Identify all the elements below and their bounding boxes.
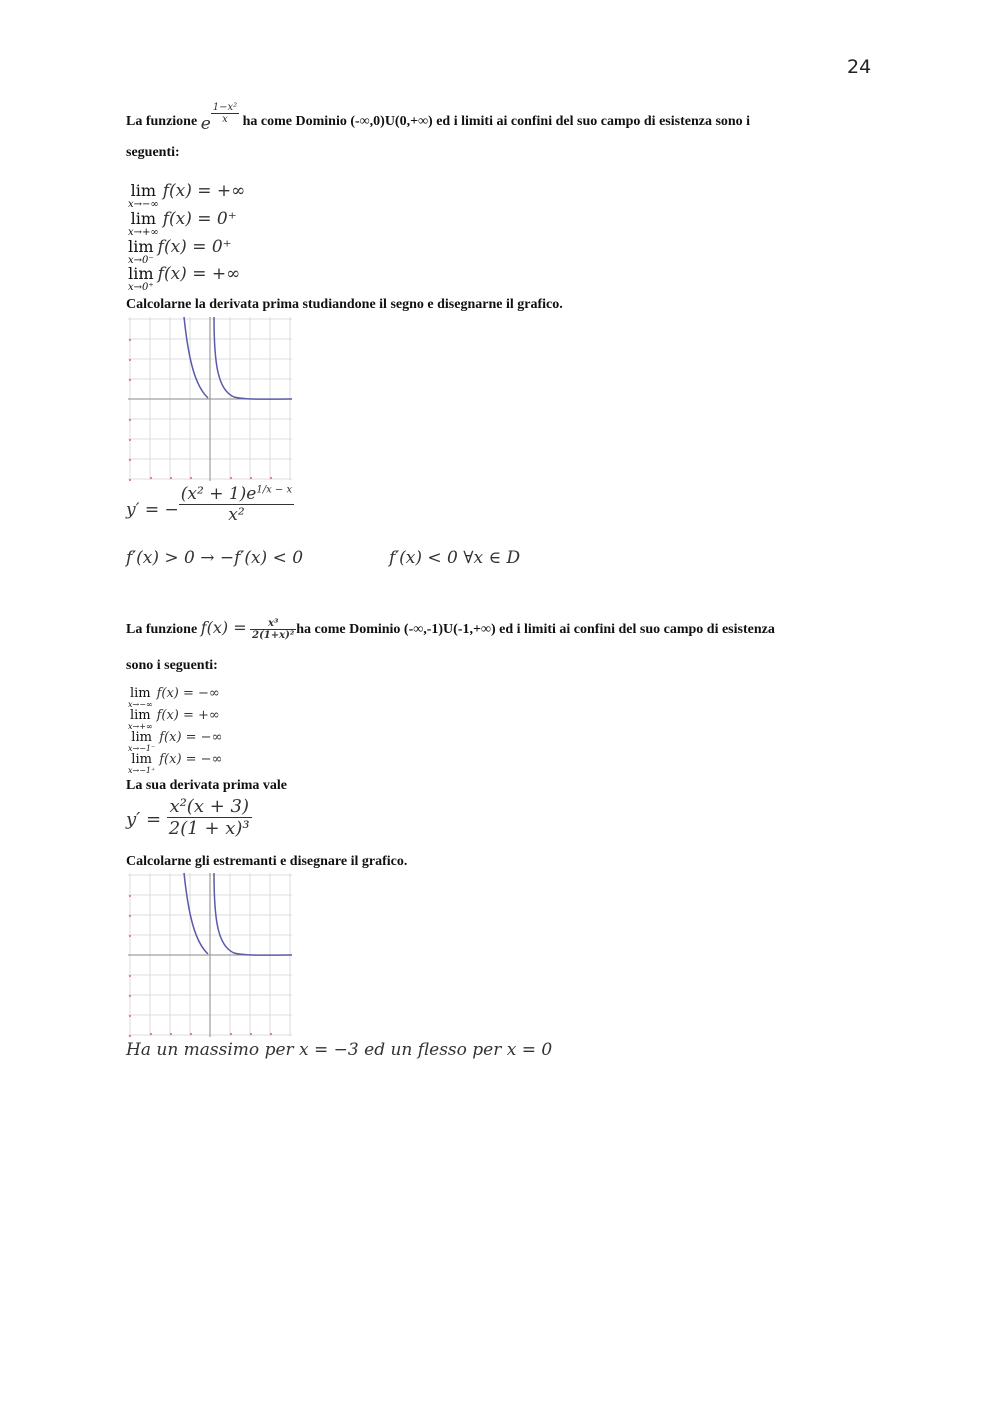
- lim-word: lim: [129, 708, 151, 723]
- lim-word: lim: [131, 730, 152, 745]
- section1-graph: [126, 315, 294, 483]
- lim-expression: f(x) = 0⁺: [162, 209, 237, 229]
- section2-conclusion: Ha un massimo per x = −3 ed un flesso per x = 0: [126, 1040, 553, 1060]
- section2-derivative: [126, 796, 252, 839]
- lim-expression: f(x) = −∞: [156, 686, 220, 701]
- graph-curve-right: [214, 873, 292, 955]
- section2-graph: [126, 871, 294, 1039]
- lim-subscript: x→−1⁺: [128, 766, 156, 775]
- section2-intro-prefix: La funzione: [126, 622, 198, 637]
- graph-curve-left: [184, 317, 208, 398]
- section2-func-lhs: f(x) =: [200, 618, 247, 637]
- section1-limit-3: [128, 237, 232, 266]
- section2-limit-4: [128, 752, 222, 775]
- section1-func-exp-den: x: [222, 114, 228, 126]
- section2-task: Calcolarne gli estremanti e disegnare il grafico.: [126, 854, 408, 869]
- lim-word: lim: [131, 752, 152, 767]
- section1-limit-1: [128, 181, 245, 210]
- section1-intro-suffix: ha come Dominio (-∞,0)U(0,+∞) ed i limiti ai confini del suo campo di esistenza sono i: [242, 114, 751, 129]
- section1-sign-right: f′(x) < 0 ∀x ∈ D: [389, 548, 521, 568]
- section1-limit-2: [128, 209, 237, 238]
- lim-subscript: x→−∞: [128, 199, 159, 210]
- section2-func-den: 2(1+x)²: [252, 630, 295, 642]
- lim-subscript: x→−∞: [128, 700, 153, 709]
- lim-word: lim: [128, 237, 154, 256]
- section1-intro-line2: seguenti:: [126, 145, 180, 160]
- section1-limit-4: [128, 264, 240, 293]
- section1-derivative: [126, 484, 294, 525]
- lim-expression: f(x) = +∞: [157, 264, 241, 284]
- lim-expression: f(x) = +∞: [162, 181, 246, 201]
- section2-intro-suffix: ha come Dominio (-∞,-1)U(-1,+∞) ed i limiti ai confini del suo campo di esistenza: [296, 622, 775, 637]
- section2-limit-3: [128, 730, 222, 753]
- section2-func-num: x³: [250, 618, 296, 630]
- section2-limit-1: [128, 686, 220, 709]
- lim-word: lim: [128, 264, 154, 283]
- derivative-lhs: y′ =: [126, 808, 162, 830]
- section1-task: Calcolarne la derivata prima studiandone il segno e disegnarne il grafico.: [126, 297, 563, 312]
- lim-expression: f(x) = +∞: [156, 708, 220, 723]
- section2-intro-line2: sono i seguenti:: [126, 658, 218, 673]
- graph-curve-left: [184, 873, 208, 954]
- lim-expression: f(x) = −∞: [159, 752, 223, 767]
- section1-sign-left: f′(x) > 0 → −f′(x) < 0: [126, 548, 304, 568]
- derivative-denominator: 2(1 + x)³: [168, 818, 250, 839]
- section1-func-exp-num: 1−x²: [212, 102, 238, 114]
- derivative-numerator: $(x^2 + 1)e^{1/x - x}$: [180, 484, 293, 504]
- section2-func-fraction: [250, 618, 296, 641]
- lim-subscript: x→0⁺: [128, 282, 154, 293]
- lim-subscript: x→+∞: [128, 722, 153, 731]
- lim-word: lim: [130, 181, 157, 200]
- section2-derivative-label: La sua derivata prima vale: [126, 778, 287, 793]
- graph-curve-right: [214, 317, 292, 399]
- derivative-lhs: y′ = −: [126, 500, 179, 520]
- section1-func-exponent: [211, 102, 239, 125]
- derivative-exponent: 1/x − x: [256, 484, 293, 496]
- section1-intro-prefix: La funzione: [126, 114, 198, 129]
- section1-func-base: e: [200, 114, 211, 134]
- lim-subscript: x→0⁻: [128, 255, 154, 266]
- section2-intro: [126, 618, 775, 641]
- lim-expression: f(x) = 0⁺: [157, 237, 232, 257]
- lim-word: lim: [129, 686, 151, 701]
- section2-limit-2: [128, 708, 220, 731]
- lim-word: lim: [130, 209, 157, 228]
- derivative-numerator: x²(x + 3): [167, 796, 252, 818]
- lim-subscript: x→−1⁻: [128, 744, 156, 753]
- derivative-denominator: x²: [228, 505, 245, 525]
- lim-expression: f(x) = −∞: [159, 730, 223, 745]
- derivative-fraction: [179, 484, 294, 525]
- derivative-fraction: [167, 796, 252, 839]
- section1-intro: [126, 102, 751, 134]
- lim-subscript: x→+∞: [128, 227, 159, 238]
- page-number: 24: [847, 56, 872, 78]
